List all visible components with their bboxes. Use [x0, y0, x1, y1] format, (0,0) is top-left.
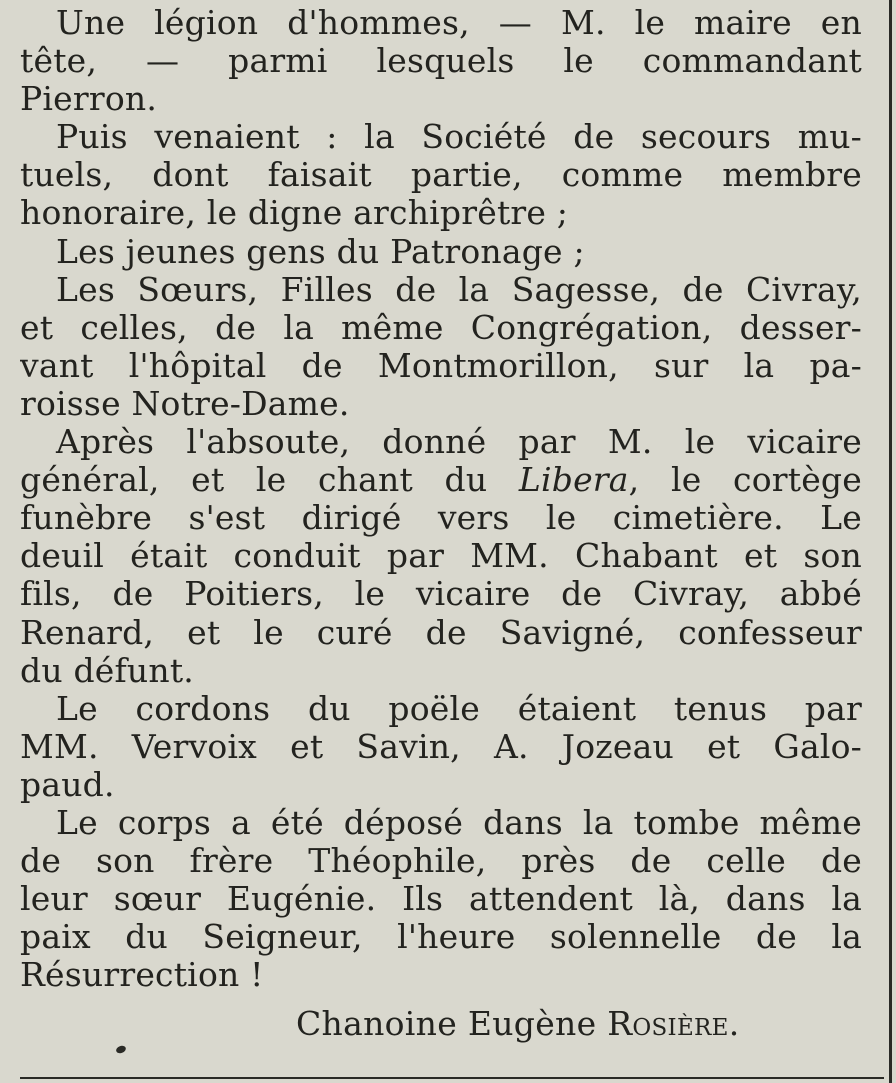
article-line: Après l'absoute, donné par M. le vicaire — [56, 423, 862, 462]
article-line: Pierron. — [20, 80, 158, 119]
article-line: Renard, et le curé de Savigné, confesseur — [20, 613, 862, 652]
article-line: vant l'hôpital de Montmorillon, sur la pa- — [20, 346, 862, 385]
article-line: Le corps a été déposé dans la tombe même — [56, 803, 862, 842]
article-line: MM. Vervoix et Savin, A. Jozeau et Galo- — [20, 727, 862, 766]
article-line: deuil était conduit par MM. Chabant et son — [20, 537, 862, 576]
article-line: du défunt. — [20, 651, 194, 690]
article-line: paix du Seigneur, l'heure solennelle de la — [20, 918, 862, 957]
article-line: paud. — [20, 765, 115, 804]
article-line: Les Sœurs, Filles de la Sagesse, de Civray, — [56, 270, 862, 309]
article-line: de son frère Théophile, près de celle de — [20, 842, 862, 881]
article-line: funèbre s'est dirigé vers le cimetière. Le — [20, 499, 862, 538]
column-right-rule — [889, 0, 892, 1083]
ink-speck — [115, 1045, 127, 1055]
article-line: honoraire, le digne archiprêtre ; — [20, 194, 569, 233]
article-line: tête, — parmi lesquels le commandant — [20, 42, 862, 81]
column-bottom-rule — [20, 1077, 884, 1079]
article-line: fils, de Poitiers, le vicaire de Civray, abbé — [20, 575, 862, 614]
article-line: général, et le chant du Libera, le cortège — [20, 461, 862, 500]
signature-surname: Rosière. — [607, 1004, 740, 1043]
article-line: Une légion d'hommes, — M. le maire en — [56, 4, 862, 42]
italic-word: Libera — [518, 461, 629, 500]
article-line: leur sœur Eugénie. Ils attendent là, dans la — [20, 880, 862, 919]
article-line: et celles, de la même Congrégation, desser- — [20, 308, 862, 347]
article-line: tuels, dont faisait partie, comme membre — [20, 156, 862, 195]
article-line: Résurrection ! — [20, 956, 264, 995]
signature — [296, 1004, 740, 1043]
article-line: roisse Notre-Dame. — [20, 384, 350, 423]
signature-prefix: Chanoine Eugène — [296, 1004, 608, 1043]
article-line: Le cordons du poële étaient tenus par — [56, 689, 862, 728]
article-line: Puis venaient : la Société de secours mu- — [56, 118, 862, 157]
article-body — [20, 4, 862, 994]
article-line: Les jeunes gens du Patronage ; — [56, 232, 585, 271]
